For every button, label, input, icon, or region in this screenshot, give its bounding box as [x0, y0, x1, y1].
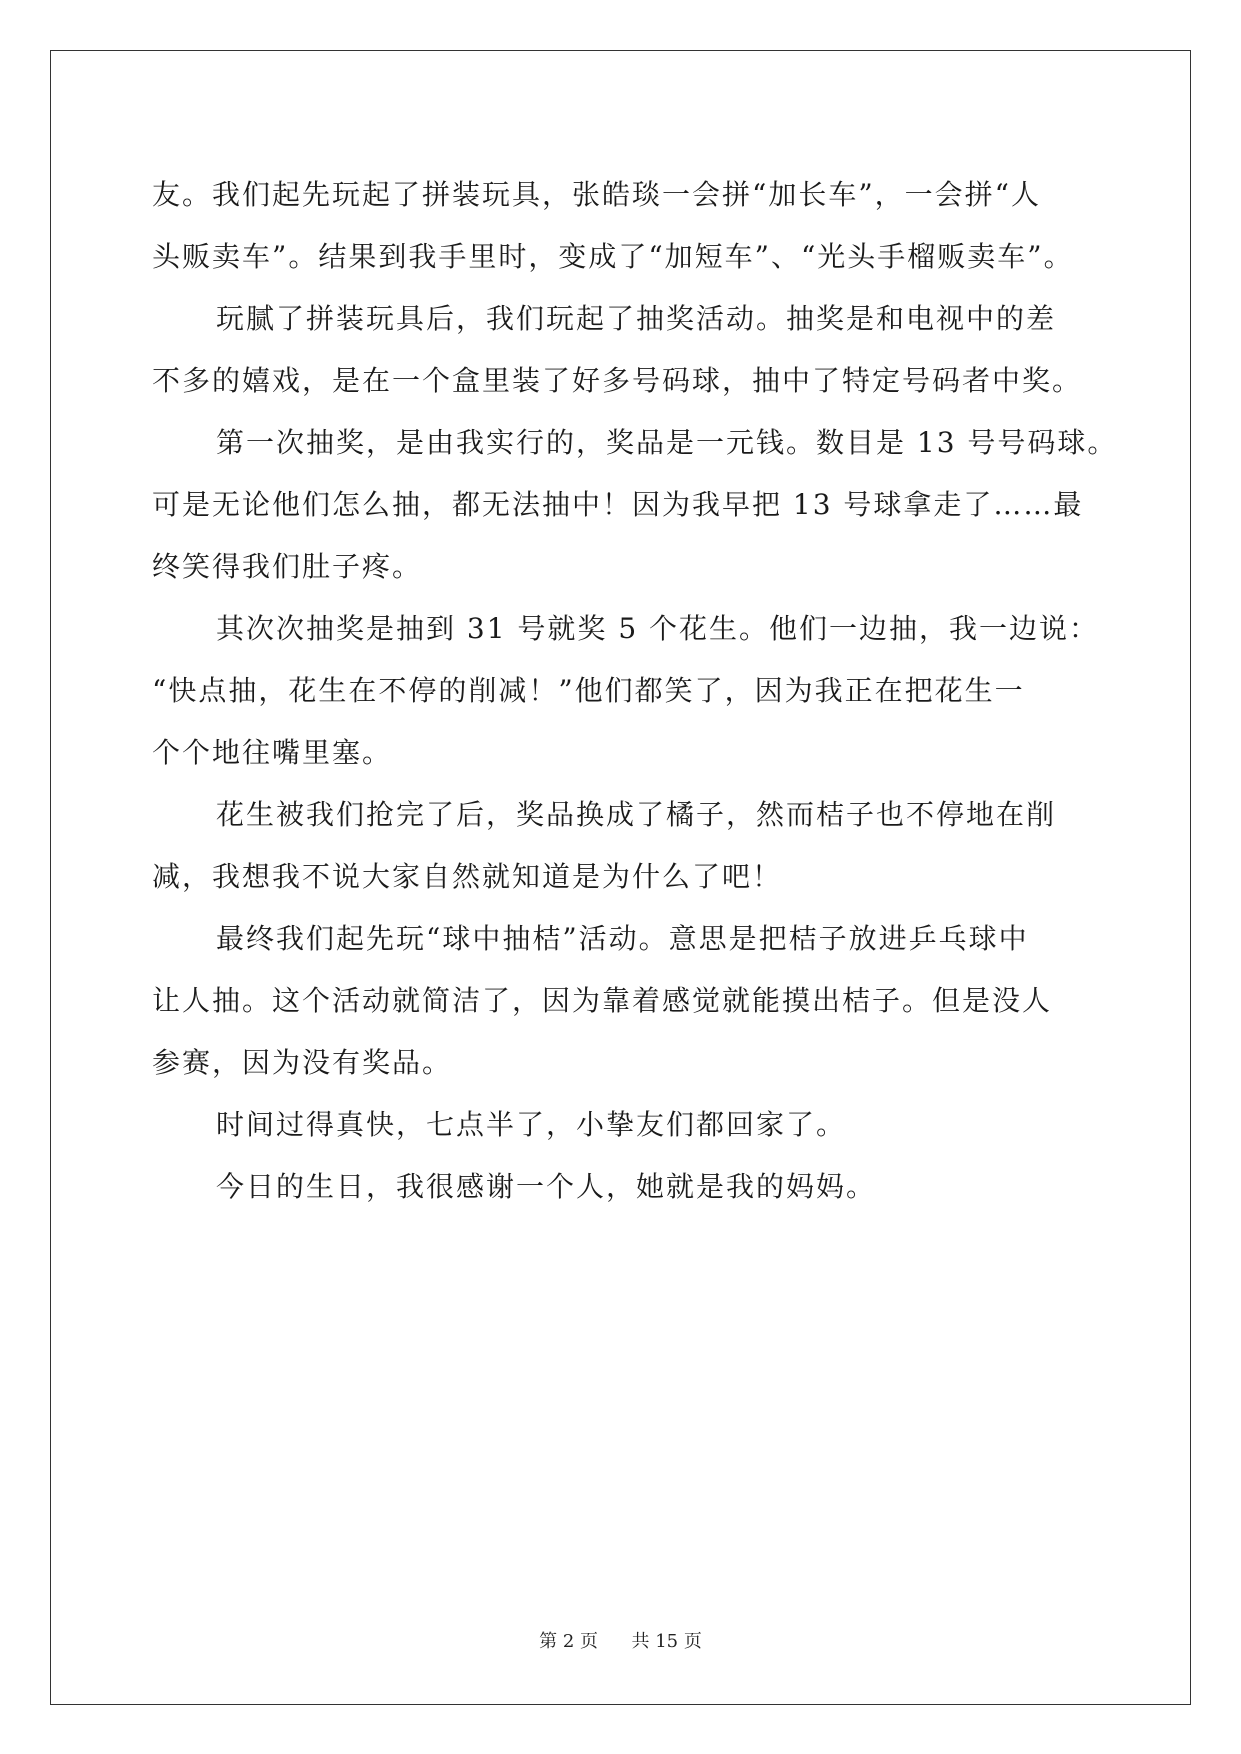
text-line: 个个地往嘴里塞。 [152, 736, 393, 769]
text-line: 可是无论他们怎么抽，都无法抽中！因为我早把 13 号球拿走了……最 [152, 488, 1084, 521]
page-total: 共 15 页 [631, 1631, 702, 1652]
text-line: 时间过得真快，七点半了，小挚友们都回家了。 [216, 1108, 847, 1141]
text-line: 其次次抽奖是抽到 31 号就奖 5 个花生。他们一边抽，我一边说： [216, 612, 1100, 645]
text-line: 头贩卖车”。结果到我手里时，变成了“加短车”、“光头手榴贩卖车”。 [152, 240, 1074, 273]
text-line: 减，我想我不说大家自然就知道是为什么了吧！ [152, 860, 783, 893]
text-line: 友。我们起先玩起了拼装玩具，张皓琰一会拼“加长车”，一会拼“人 [152, 178, 1041, 211]
page-number: 第 2 页 [539, 1631, 599, 1652]
text-line: 参赛，因为没有奖品。 [152, 1046, 453, 1079]
text-line: 终笑得我们肚子疼。 [152, 550, 423, 583]
text-line: 最终我们起先玩“球中抽桔”活动。意思是把桔子放进乒乓球中 [216, 922, 1029, 955]
document-body [152, 164, 1118, 1218]
page-footer [0, 1627, 1241, 1653]
text-line: 让人抽。这个活动就简洁了，因为靠着感觉就能摸出桔子。但是没人 [152, 984, 1053, 1017]
text-line: 今日的生日，我很感谢一个人，她就是我的妈妈。 [216, 1170, 877, 1203]
text-line: 花生被我们抢完了后，奖品换成了橘子，然而桔子也不停地在削 [216, 798, 1057, 831]
text-line: 不多的嬉戏，是在一个盒里装了好多号码球，抽中了特定号码者中奖。 [152, 364, 1083, 397]
text-line: “快点抽，花生在不停的削减！”他们都笑了，因为我正在把花生一 [152, 674, 1025, 707]
text-line: 玩腻了拼装玩具后，我们玩起了抽奖活动。抽奖是和电视中的差 [216, 302, 1057, 335]
text-line: 第一次抽奖，是由我实行的，奖品是一元钱。数目是 13 号号码球。 [216, 426, 1118, 459]
